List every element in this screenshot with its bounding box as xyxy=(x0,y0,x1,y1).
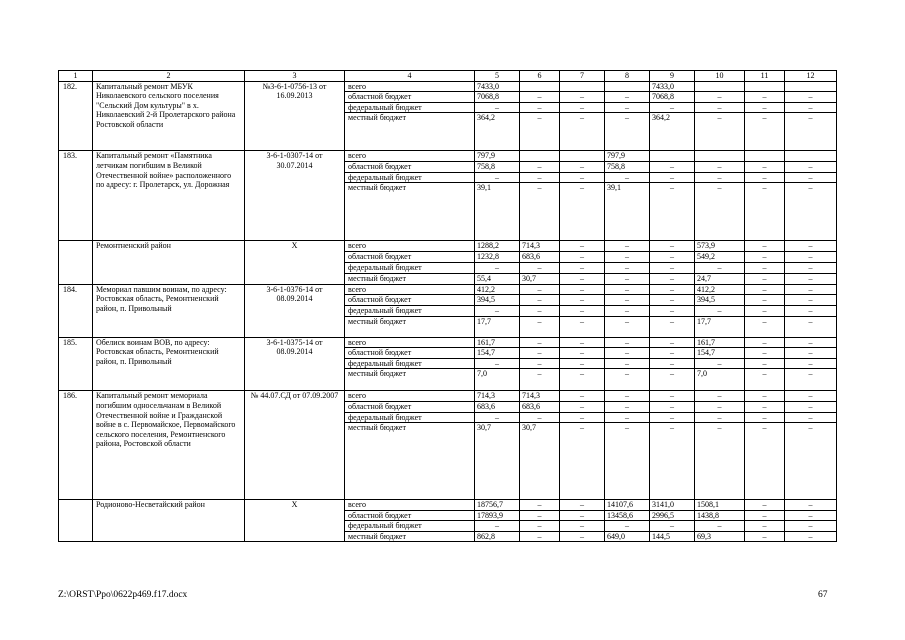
funding-source: местный бюджет xyxy=(345,113,475,151)
amount-cell: 364,2 xyxy=(475,113,520,151)
amount-cell: – xyxy=(520,295,560,306)
amount-cell: – xyxy=(745,263,785,274)
amount-cell: – xyxy=(475,305,520,316)
amount-cell: 161,7 xyxy=(475,337,520,348)
amount-cell: 17,7 xyxy=(695,316,745,337)
column-header-5: 5 xyxy=(475,71,520,82)
amount-cell: – xyxy=(785,252,837,263)
amount-cell: 412,2 xyxy=(695,284,745,295)
amount-cell xyxy=(695,81,745,92)
funding-source: областной бюджет xyxy=(345,295,475,306)
amount-cell: – xyxy=(560,284,605,295)
record-number: 183. xyxy=(59,151,93,241)
amount-cell: – xyxy=(605,521,650,532)
amount-cell: – xyxy=(605,305,650,316)
amount-cell: – xyxy=(650,172,695,183)
amount-cell: – xyxy=(650,284,695,295)
amount-cell: 2996,5 xyxy=(650,510,695,521)
amount-cell: 69,3 xyxy=(695,531,745,542)
amount-cell: – xyxy=(520,102,560,113)
amount-cell: 39,1 xyxy=(605,183,650,241)
amount-cell: – xyxy=(785,510,837,521)
amount-cell: – xyxy=(695,183,745,241)
amount-cell: – xyxy=(650,348,695,359)
amount-cell: 17893,9 xyxy=(475,510,520,521)
amount-cell: – xyxy=(745,521,785,532)
amount-cell: – xyxy=(745,423,785,500)
amount-cell: – xyxy=(650,263,695,274)
table-row xyxy=(59,81,837,92)
funding-source: местный бюджет xyxy=(345,531,475,542)
amount-cell: 797,9 xyxy=(605,151,650,162)
amount-cell: – xyxy=(520,500,560,511)
amount-cell xyxy=(560,151,605,162)
amount-cell: 161,7 xyxy=(695,337,745,348)
amount-cell: – xyxy=(560,423,605,500)
amount-cell: – xyxy=(520,348,560,359)
amount-cell: – xyxy=(605,369,650,391)
file-path-footer: Z:\ORST\Ppo\0622p469.f17.docx xyxy=(58,590,188,600)
table-row xyxy=(59,151,837,162)
amount-cell: – xyxy=(785,521,837,532)
amount-cell: – xyxy=(695,113,745,151)
amount-cell: – xyxy=(650,305,695,316)
funding-source: всего xyxy=(345,391,475,402)
amount-cell: 17,7 xyxy=(475,316,520,337)
amount-cell: 154,7 xyxy=(695,348,745,359)
amount-cell: – xyxy=(785,500,837,511)
funding-source: местный бюджет xyxy=(345,369,475,391)
amount-cell: – xyxy=(560,358,605,369)
amount-cell: – xyxy=(650,401,695,412)
amount-cell: – xyxy=(785,348,837,359)
funding-source: местный бюджет xyxy=(345,274,475,285)
amount-cell: 394,5 xyxy=(695,295,745,306)
amount-cell: – xyxy=(520,412,560,423)
amount-cell: – xyxy=(520,305,560,316)
document-reference: Х xyxy=(245,500,345,542)
record-number: 185. xyxy=(59,337,93,391)
column-number-header xyxy=(59,71,837,82)
amount-cell: 7,0 xyxy=(695,369,745,391)
amount-cell: 7068,8 xyxy=(650,92,695,103)
amount-cell: – xyxy=(605,391,650,402)
record-number: 182. xyxy=(59,81,93,151)
amount-cell xyxy=(695,151,745,162)
amount-cell: – xyxy=(605,252,650,263)
table-row xyxy=(59,500,837,511)
amount-cell: – xyxy=(785,337,837,348)
amount-cell: 549,2 xyxy=(695,252,745,263)
column-header-10: 10 xyxy=(695,71,745,82)
funding-source: областной бюджет xyxy=(345,348,475,359)
amount-cell: 862,8 xyxy=(475,531,520,542)
amount-cell: – xyxy=(560,172,605,183)
amount-cell: – xyxy=(650,295,695,306)
amount-cell: – xyxy=(560,92,605,103)
amount-cell: – xyxy=(785,172,837,183)
amount-cell: 1508,1 xyxy=(695,500,745,511)
amount-cell: – xyxy=(785,183,837,241)
amount-cell: – xyxy=(650,391,695,402)
amount-cell: – xyxy=(475,358,520,369)
record-number: 184. xyxy=(59,284,93,337)
amount-cell: – xyxy=(650,252,695,263)
amount-cell: – xyxy=(520,161,560,172)
amount-cell: – xyxy=(650,423,695,500)
funding-source: областной бюджет xyxy=(345,401,475,412)
amount-cell: – xyxy=(745,531,785,542)
amount-cell: – xyxy=(520,531,560,542)
amount-cell: – xyxy=(695,305,745,316)
amount-cell: – xyxy=(745,113,785,151)
amount-cell: – xyxy=(560,183,605,241)
amount-cell: – xyxy=(520,521,560,532)
amount-cell: – xyxy=(695,358,745,369)
amount-cell: – xyxy=(785,412,837,423)
amount-cell: – xyxy=(605,274,650,285)
funding-source: федеральный бюджет xyxy=(345,102,475,113)
amount-cell: – xyxy=(560,305,605,316)
amount-cell: – xyxy=(520,369,560,391)
amount-cell: – xyxy=(560,274,605,285)
amount-cell: – xyxy=(520,337,560,348)
amount-cell: – xyxy=(605,263,650,274)
funding-source: федеральный бюджет xyxy=(345,521,475,532)
table-row xyxy=(59,391,837,402)
funding-source: федеральный бюджет xyxy=(345,412,475,423)
funding-source: всего xyxy=(345,284,475,295)
funding-source: федеральный бюджет xyxy=(345,172,475,183)
amount-cell: – xyxy=(695,263,745,274)
funding-source: всего xyxy=(345,500,475,511)
page-number: 67 xyxy=(818,590,828,600)
column-header-7: 7 xyxy=(560,71,605,82)
amount-cell: – xyxy=(695,161,745,172)
record-number xyxy=(59,500,93,542)
object-name: Капитальный ремонт мемориала погибшим односельчанам в Великой Отечественной войне и Гражданской войне в с. Первомайское, Первомайского сельского поселения, Ремонтненского района, Ростовской области xyxy=(93,391,245,500)
amount-cell: – xyxy=(560,369,605,391)
amount-cell: – xyxy=(695,521,745,532)
amount-cell: – xyxy=(650,183,695,241)
document-reference: Х xyxy=(245,241,345,285)
amount-cell: – xyxy=(605,401,650,412)
amount-cell: – xyxy=(520,284,560,295)
document-reference: № 44.07.СД от 07.09.2007 xyxy=(245,391,345,500)
amount-cell: – xyxy=(560,295,605,306)
amount-cell xyxy=(745,81,785,92)
amount-cell: – xyxy=(745,284,785,295)
amount-cell: – xyxy=(745,369,785,391)
amount-cell: – xyxy=(605,423,650,500)
funding-source: федеральный бюджет xyxy=(345,305,475,316)
amount-cell: – xyxy=(785,369,837,391)
amount-cell xyxy=(560,81,605,92)
object-name: Родионово-Несветайский район xyxy=(93,500,245,542)
amount-cell: – xyxy=(520,510,560,521)
amount-cell: 7433,0 xyxy=(650,81,695,92)
amount-cell: – xyxy=(745,305,785,316)
amount-cell: 144,5 xyxy=(650,531,695,542)
document-reference: 3-6-1-0376-14 от 08.09.2014 xyxy=(245,284,345,337)
amount-cell: – xyxy=(650,102,695,113)
record-number: 186. xyxy=(59,391,93,500)
amount-cell: – xyxy=(560,263,605,274)
table-row xyxy=(59,337,837,348)
amount-cell: – xyxy=(785,391,837,402)
amount-cell: – xyxy=(745,172,785,183)
amount-cell: – xyxy=(745,241,785,252)
amount-cell: – xyxy=(785,316,837,337)
amount-cell: 683,6 xyxy=(520,252,560,263)
amount-cell: – xyxy=(605,412,650,423)
amount-cell: 7433,0 xyxy=(475,81,520,92)
amount-cell: – xyxy=(745,401,785,412)
amount-cell: 30,7 xyxy=(475,423,520,500)
amount-cell: – xyxy=(785,401,837,412)
amount-cell: – xyxy=(650,369,695,391)
amount-cell: – xyxy=(560,337,605,348)
amount-cell xyxy=(785,81,837,92)
column-header-8: 8 xyxy=(605,71,650,82)
column-header-2: 2 xyxy=(93,71,245,82)
amount-cell: – xyxy=(560,113,605,151)
amount-cell: – xyxy=(560,500,605,511)
amount-cell: – xyxy=(560,161,605,172)
amount-cell: – xyxy=(745,102,785,113)
column-header-11: 11 xyxy=(745,71,785,82)
amount-cell: – xyxy=(605,348,650,359)
amount-cell: – xyxy=(560,510,605,521)
amount-cell: 3141,0 xyxy=(650,500,695,511)
amount-cell: 412,2 xyxy=(475,284,520,295)
amount-cell: – xyxy=(745,358,785,369)
column-header-3: 3 xyxy=(245,71,345,82)
amount-cell: 55,4 xyxy=(475,274,520,285)
budget-table-body xyxy=(59,71,837,542)
amount-cell: – xyxy=(695,391,745,402)
amount-cell: – xyxy=(745,92,785,103)
column-header-12: 12 xyxy=(785,71,837,82)
amount-cell: – xyxy=(745,161,785,172)
amount-cell: – xyxy=(650,412,695,423)
amount-cell: – xyxy=(745,348,785,359)
amount-cell: – xyxy=(650,358,695,369)
amount-cell: – xyxy=(785,274,837,285)
funding-source: областной бюджет xyxy=(345,92,475,103)
amount-cell: – xyxy=(605,92,650,103)
amount-cell: – xyxy=(475,521,520,532)
funding-source: областной бюджет xyxy=(345,510,475,521)
amount-cell: – xyxy=(650,521,695,532)
amount-cell: – xyxy=(520,263,560,274)
amount-cell: 7068,8 xyxy=(475,92,520,103)
amount-cell xyxy=(650,151,695,162)
amount-cell: – xyxy=(520,92,560,103)
amount-cell: – xyxy=(475,412,520,423)
amount-cell: – xyxy=(695,92,745,103)
funding-source: местный бюджет xyxy=(345,423,475,500)
amount-cell: 714,3 xyxy=(520,391,560,402)
amount-cell: – xyxy=(785,305,837,316)
amount-cell: – xyxy=(560,391,605,402)
amount-cell: 758,8 xyxy=(605,161,650,172)
amount-cell: – xyxy=(785,102,837,113)
amount-cell: – xyxy=(745,500,785,511)
amount-cell: – xyxy=(695,423,745,500)
amount-cell: – xyxy=(785,92,837,103)
amount-cell: 1288,2 xyxy=(475,241,520,252)
object-name: Капитальный ремонт МБУК Николаевского сельского поселения "Сельский Дом культуры" в х. Николаевский 2-й Пролетарского района Ростовской области xyxy=(93,81,245,151)
amount-cell: – xyxy=(785,295,837,306)
amount-cell: – xyxy=(520,316,560,337)
amount-cell: – xyxy=(560,102,605,113)
column-header-1: 1 xyxy=(59,71,93,82)
amount-cell: – xyxy=(745,316,785,337)
amount-cell: – xyxy=(785,161,837,172)
amount-cell: 394,5 xyxy=(475,295,520,306)
amount-cell xyxy=(520,151,560,162)
record-number xyxy=(59,241,93,285)
column-header-4: 4 xyxy=(345,71,475,82)
funding-source: всего xyxy=(345,337,475,348)
amount-cell: 14107,6 xyxy=(605,500,650,511)
amount-cell: 573,9 xyxy=(695,241,745,252)
amount-cell: – xyxy=(785,241,837,252)
amount-cell: – xyxy=(785,423,837,500)
amount-cell: – xyxy=(745,391,785,402)
amount-cell: – xyxy=(520,358,560,369)
amount-cell: – xyxy=(560,412,605,423)
amount-cell: – xyxy=(605,295,650,306)
amount-cell: – xyxy=(475,263,520,274)
amount-cell: – xyxy=(520,172,560,183)
amount-cell: – xyxy=(785,358,837,369)
amount-cell: – xyxy=(695,412,745,423)
amount-cell: 758,8 xyxy=(475,161,520,172)
amount-cell: 714,3 xyxy=(475,391,520,402)
amount-cell: 154,7 xyxy=(475,348,520,359)
table-row xyxy=(59,241,837,252)
amount-cell: – xyxy=(605,102,650,113)
amount-cell: – xyxy=(605,358,650,369)
amount-cell: 683,6 xyxy=(475,401,520,412)
document-reference: 3-6-1-0307-14 от 30.07.2014 xyxy=(245,151,345,241)
amount-cell: – xyxy=(560,401,605,412)
funding-source: областной бюджет xyxy=(345,252,475,263)
object-name: Обелиск воинам ВОВ, по адресу: Ростовская область, Ремонтненский район, п. Привольный xyxy=(93,337,245,391)
amount-cell: – xyxy=(785,263,837,274)
amount-cell: 364,2 xyxy=(650,113,695,151)
funding-source: областной бюджет xyxy=(345,161,475,172)
amount-cell: – xyxy=(605,284,650,295)
amount-cell: – xyxy=(520,113,560,151)
object-name: Мемориал павшим воинам, по адресу: Ростовская область, Ремонтненский район, п. Привольный xyxy=(93,284,245,337)
amount-cell: – xyxy=(745,274,785,285)
amount-cell: 1438,8 xyxy=(695,510,745,521)
amount-cell: – xyxy=(560,241,605,252)
amount-cell: 1232,8 xyxy=(475,252,520,263)
amount-cell: – xyxy=(560,521,605,532)
amount-cell: – xyxy=(745,510,785,521)
funding-source: всего xyxy=(345,241,475,252)
funding-source: местный бюджет xyxy=(345,183,475,241)
amount-cell: 797,9 xyxy=(475,151,520,162)
amount-cell: – xyxy=(745,412,785,423)
amount-cell: 30,7 xyxy=(520,274,560,285)
amount-cell: 18756,7 xyxy=(475,500,520,511)
amount-cell: 7,0 xyxy=(475,369,520,391)
amount-cell xyxy=(520,81,560,92)
funding-source: всего xyxy=(345,81,475,92)
amount-cell: – xyxy=(650,316,695,337)
amount-cell: – xyxy=(695,102,745,113)
amount-cell: – xyxy=(650,337,695,348)
amount-cell: – xyxy=(785,113,837,151)
budget-table-sheet xyxy=(58,70,836,542)
amount-cell xyxy=(785,151,837,162)
funding-source: федеральный бюджет xyxy=(345,358,475,369)
amount-cell: – xyxy=(745,183,785,241)
amount-cell: – xyxy=(560,531,605,542)
amount-cell: – xyxy=(560,252,605,263)
amount-cell: – xyxy=(560,348,605,359)
amount-cell: – xyxy=(475,172,520,183)
amount-cell: 39,1 xyxy=(475,183,520,241)
amount-cell: 13458,6 xyxy=(605,510,650,521)
amount-cell: 30,7 xyxy=(520,423,560,500)
amount-cell: – xyxy=(605,241,650,252)
amount-cell xyxy=(745,151,785,162)
amount-cell: – xyxy=(695,401,745,412)
amount-cell: – xyxy=(650,274,695,285)
column-header-9: 9 xyxy=(650,71,695,82)
amount-cell: – xyxy=(560,316,605,337)
amount-cell: – xyxy=(475,102,520,113)
amount-cell: – xyxy=(745,295,785,306)
column-header-6: 6 xyxy=(520,71,560,82)
amount-cell: – xyxy=(650,161,695,172)
amount-cell: – xyxy=(785,284,837,295)
amount-cell: – xyxy=(605,337,650,348)
document-reference: №3-6-1-0756-13 от 16.09.2013 xyxy=(245,81,345,151)
amount-cell: – xyxy=(745,252,785,263)
amount-cell: – xyxy=(695,172,745,183)
funding-source: местный бюджет xyxy=(345,316,475,337)
amount-cell: – xyxy=(605,113,650,151)
document-reference: 3-6-1-0375-14 от 08.09.2014 xyxy=(245,337,345,391)
amount-cell: 714,3 xyxy=(520,241,560,252)
amount-cell xyxy=(605,81,650,92)
table-row xyxy=(59,284,837,295)
amount-cell: – xyxy=(520,183,560,241)
amount-cell: – xyxy=(605,172,650,183)
object-name: Капитальный ремонт «Памятника летчикам погибшим в Великой Отечественной войне» расположенного по адресу: г. Пролетарск, ул. Дорожная xyxy=(93,151,245,241)
object-name: Ремонтненский район xyxy=(93,241,245,285)
amount-cell: 683,6 xyxy=(520,401,560,412)
amount-cell: – xyxy=(745,337,785,348)
amount-cell: – xyxy=(650,241,695,252)
budget-table xyxy=(58,70,837,542)
funding-source: федеральный бюджет xyxy=(345,263,475,274)
amount-cell: 649,0 xyxy=(605,531,650,542)
funding-source: всего xyxy=(345,151,475,162)
amount-cell: – xyxy=(785,531,837,542)
amount-cell: – xyxy=(605,316,650,337)
amount-cell: 24,7 xyxy=(695,274,745,285)
